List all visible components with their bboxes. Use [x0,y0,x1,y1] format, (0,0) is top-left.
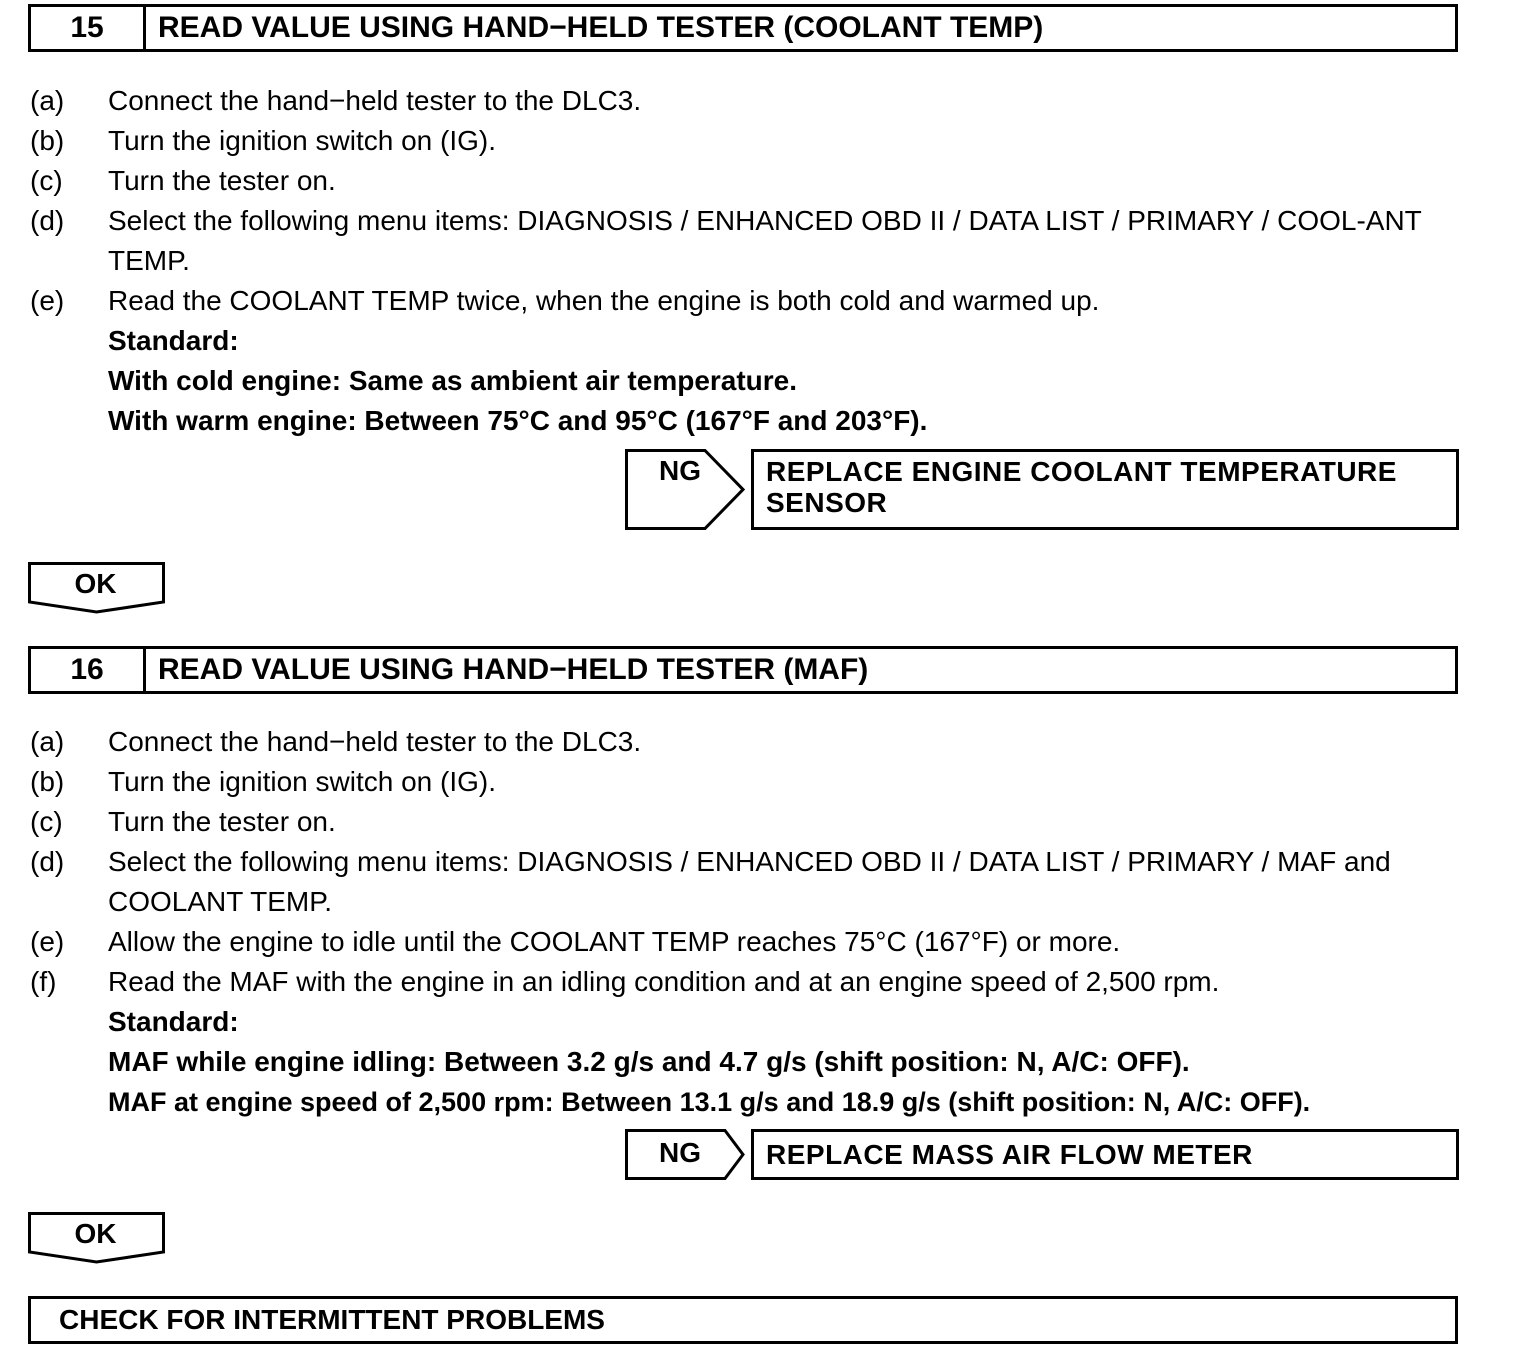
ok-label: OK [74,1218,117,1249]
step-title: READ VALUE USING HAND−HELD TESTER (COOLANT TEMP) [158,11,1044,44]
ng-action-box: REPLACE ENGINE COOLANT TEMPERATURE SENSOR [751,449,1459,530]
list-item [30,201,1470,281]
ng-action-box: REPLACE MASS AIR FLOW METER [751,1129,1459,1180]
step-number: 15 [31,7,146,49]
step-16-ng-branch [625,1129,1459,1180]
list-item [30,922,1470,962]
item-text: Turn the ignition switch on (IG). [108,125,497,156]
item-label: (d) [30,205,65,236]
standard-heading: Standard: [108,1006,239,1037]
list-item [30,281,1470,321]
item-label: (d) [30,846,65,877]
ng-arrow [625,1129,745,1180]
standard-line: MAF at engine speed of 2,500 rpm: Between 13.1 g/s and 18.9 g/s (shift position: N, A/C: OFF). [108,1087,1311,1117]
list-item [30,962,1470,1002]
list-item [30,121,1470,161]
list-item [30,802,1470,842]
item-label: (a) [30,85,65,116]
item-text: Turn the ignition switch on (IG). [108,766,497,797]
item-text: Allow the engine to idle until the COOLANT TEMP reaches 75°C (167°F) or more. [108,926,1121,957]
standard-line: MAF while engine idling: Between 3.2 g/s and 4.7 g/s (shift position: N, A/C: OFF). [108,1046,1190,1077]
item-label: (e) [30,285,65,316]
step-16-header [28,646,1458,694]
list-item [30,161,1470,201]
ok-label: OK [74,568,117,599]
step-15-instructions [30,81,1470,441]
list-item [30,722,1470,762]
item-text: Select the following menu items: DIAGNOSIS / ENHANCED OBD II / DATA LIST / PRIMARY / MAF and COOLANT TEMP. [108,846,1391,917]
item-label: (b) [30,766,65,797]
item-text: Turn the tester on. [108,165,336,196]
step-16-instructions [30,722,1470,1122]
item-label: (c) [30,806,63,837]
list-item [30,762,1470,802]
item-text: Connect the hand−held tester to the DLC3. [108,726,642,757]
item-label: (c) [30,165,63,196]
list-item [30,842,1470,922]
standard-line: With warm engine: Between 75°C and 95°C (167°F and 203°F). [108,405,928,436]
list-item [30,81,1470,121]
item-label: (b) [30,125,65,156]
item-text: Read the COOLANT TEMP twice, when the engine is both cold and warmed up. [108,285,1100,316]
step-15-header [28,4,1458,52]
step-15-ng-branch [625,449,1459,530]
standard-heading: Standard: [108,325,239,356]
step-title: READ VALUE USING HAND−HELD TESTER (MAF) [158,653,869,686]
standard-line: With cold engine: Same as ambient air temperature. [108,365,798,396]
step-16-ok-box [28,1212,165,1264]
item-label: (f) [30,966,57,997]
item-text: Read the MAF with the engine in an idling condition and at an engine speed of 2,500 rpm. [108,966,1220,997]
item-label: (e) [30,926,65,957]
item-text: Select the following menu items: DIAGNOSIS / ENHANCED OBD II / DATA LIST / PRIMARY / COOL-ANT TEMP. [108,205,1422,276]
ng-label: NG [659,455,701,486]
item-label: (a) [30,726,65,757]
ng-label: NG [659,1137,701,1168]
ng-arrow [625,449,745,530]
item-text: Connect the hand−held tester to the DLC3. [108,85,642,116]
final-action-title: CHECK FOR INTERMITTENT PROBLEMS [59,1304,605,1335]
final-action-box [28,1296,1458,1344]
step-number: 16 [31,649,146,691]
step-15-ok-box [28,562,165,614]
item-text: Turn the tester on. [108,806,336,837]
